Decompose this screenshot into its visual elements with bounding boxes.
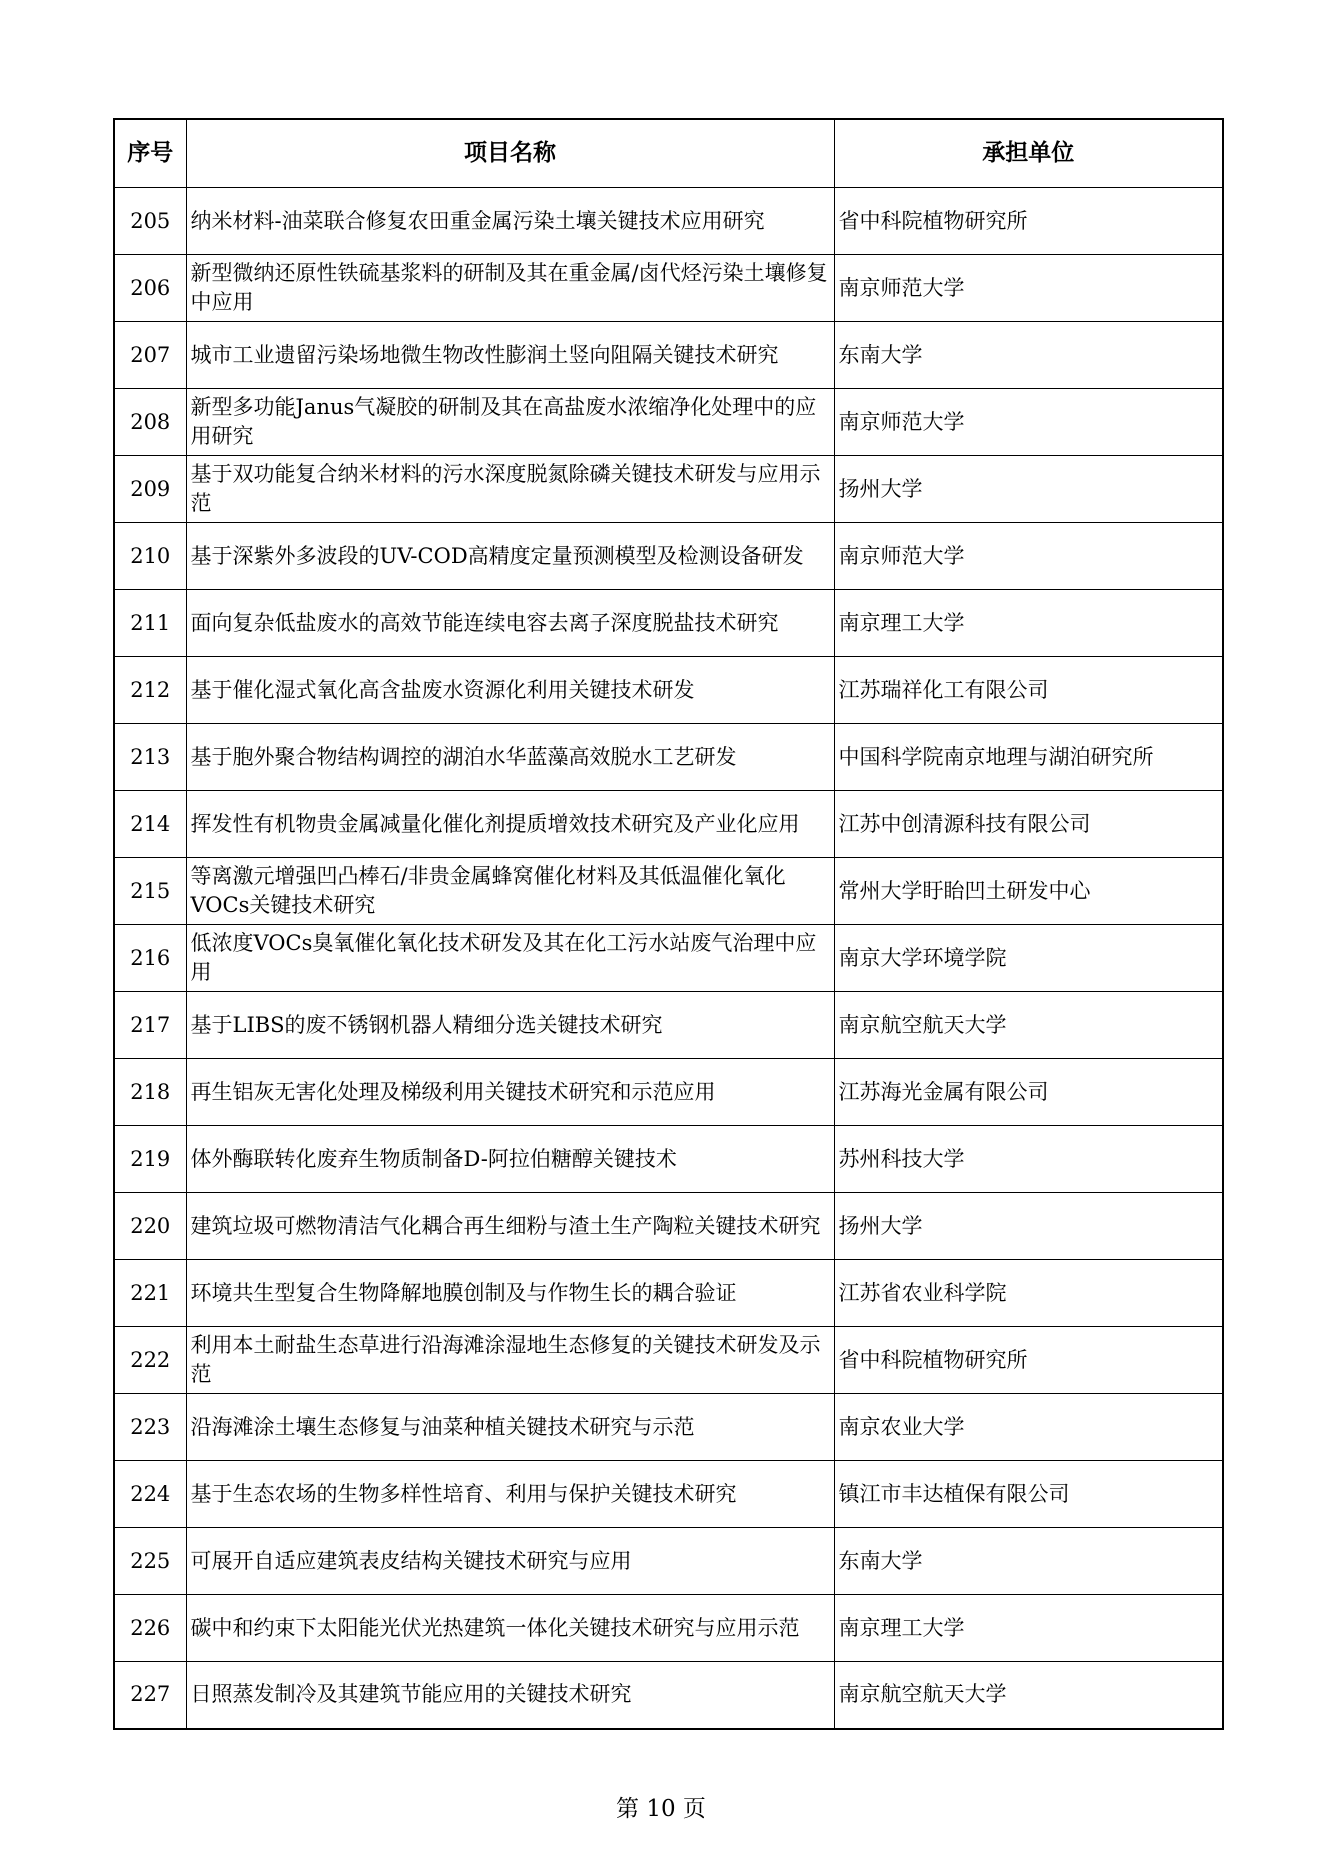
row-project-name: 基于胞外聚合物结构调控的湖泊水华蓝藻高效脱水工艺研发: [186, 724, 834, 791]
row-unit: 南京大学环境学院: [834, 925, 1223, 992]
row-project-name: 基于催化湿式氧化高含盐废水资源化利用关键技术研发: [186, 657, 834, 724]
table-row: [114, 1662, 1223, 1729]
row-index: 210: [114, 523, 186, 590]
table-row: [114, 523, 1223, 590]
row-project-name: 碳中和约束下太阳能光伏光热建筑一体化关键技术研究与应用示范: [186, 1595, 834, 1662]
row-project-name: 基于深紫外多波段的UV-COD高精度定量预测模型及检测设备研发: [186, 523, 834, 590]
row-unit: 东南大学: [834, 1528, 1223, 1595]
table-row: [114, 255, 1223, 322]
table-row: [114, 791, 1223, 858]
row-unit: 南京师范大学: [834, 523, 1223, 590]
row-project-name: 纳米材料-油菜联合修复农田重金属污染土壤关键技术应用研究: [186, 188, 834, 255]
row-project-name: 环境共生型复合生物降解地膜创制及与作物生长的耦合验证: [186, 1260, 834, 1327]
table-row: [114, 1327, 1223, 1394]
row-unit: 东南大学: [834, 322, 1223, 389]
table-row: [114, 858, 1223, 925]
row-project-name: 可展开自适应建筑表皮结构关键技术研究与应用: [186, 1528, 834, 1595]
row-index: 223: [114, 1394, 186, 1461]
row-index: 207: [114, 322, 186, 389]
table-row: [114, 1461, 1223, 1528]
table-row: [114, 992, 1223, 1059]
table-row: [114, 1126, 1223, 1193]
row-project-name: 基于LIBS的废不锈钢机器人精细分选关键技术研究: [186, 992, 834, 1059]
table-row: [114, 590, 1223, 657]
row-unit: 江苏瑞祥化工有限公司: [834, 657, 1223, 724]
row-index: 221: [114, 1260, 186, 1327]
table-header-row: [114, 119, 1223, 188]
table-row: [114, 188, 1223, 255]
row-index: 206: [114, 255, 186, 322]
table-row: [114, 925, 1223, 992]
row-project-name: 面向复杂低盐废水的高效节能连续电容去离子深度脱盐技术研究: [186, 590, 834, 657]
row-unit: 省中科院植物研究所: [834, 188, 1223, 255]
row-index: 216: [114, 925, 186, 992]
table-body: [114, 188, 1223, 1729]
row-project-name: 城市工业遗留污染场地微生物改性膨润土竖向阻隔关键技术研究: [186, 322, 834, 389]
row-project-name: 基于生态农场的生物多样性培育、利用与保护关键技术研究: [186, 1461, 834, 1528]
row-index: 211: [114, 590, 186, 657]
row-project-name: 基于双功能复合纳米材料的污水深度脱氮除磷关键技术研发与应用示范: [186, 456, 834, 523]
row-project-name: 沿海滩涂土壤生态修复与油菜种植关键技术研究与示范: [186, 1394, 834, 1461]
project-table: [113, 118, 1224, 1730]
row-unit: 南京农业大学: [834, 1394, 1223, 1461]
row-unit: 南京航空航天大学: [834, 992, 1223, 1059]
row-index: 220: [114, 1193, 186, 1260]
header-unit: 承担单位: [834, 119, 1223, 188]
row-project-name: 等离激元增强凹凸棒石/非贵金属蜂窝催化材料及其低温催化氧化VOCs关键技术研究: [186, 858, 834, 925]
row-unit: 中国科学院南京地理与湖泊研究所: [834, 724, 1223, 791]
row-unit: 江苏中创清源科技有限公司: [834, 791, 1223, 858]
table-row: [114, 322, 1223, 389]
table-row: [114, 1394, 1223, 1461]
row-unit: 南京航空航天大学: [834, 1662, 1223, 1729]
row-project-name: 新型多功能Janus气凝胶的研制及其在高盐废水浓缩净化处理中的应用研究: [186, 389, 834, 456]
row-unit: 镇江市丰达植保有限公司: [834, 1461, 1223, 1528]
row-index: 225: [114, 1528, 186, 1595]
row-index: 205: [114, 188, 186, 255]
row-index: 213: [114, 724, 186, 791]
table-row: [114, 1193, 1223, 1260]
row-index: 212: [114, 657, 186, 724]
header-index: 序号: [114, 119, 186, 188]
row-unit: 江苏海光金属有限公司: [834, 1059, 1223, 1126]
row-project-name: 利用本土耐盐生态草进行沿海滩涂湿地生态修复的关键技术研发及示范: [186, 1327, 834, 1394]
row-unit: 南京理工大学: [834, 590, 1223, 657]
table-row: [114, 456, 1223, 523]
row-index: 224: [114, 1461, 186, 1528]
row-unit: 江苏省农业科学院: [834, 1260, 1223, 1327]
row-index: 219: [114, 1126, 186, 1193]
row-index: 208: [114, 389, 186, 456]
row-unit: 省中科院植物研究所: [834, 1327, 1223, 1394]
page-number: 第 10 页: [616, 1796, 706, 1822]
table-row: [114, 389, 1223, 456]
row-index: 214: [114, 791, 186, 858]
row-project-name: 新型微纳还原性铁硫基浆料的研制及其在重金属/卤代烃污染土壤修复中应用: [186, 255, 834, 322]
table-row: [114, 657, 1223, 724]
row-index: 227: [114, 1662, 186, 1729]
table-row: [114, 724, 1223, 791]
table-row: [114, 1595, 1223, 1662]
row-unit: 常州大学盱眙凹土研发中心: [834, 858, 1223, 925]
row-index: 215: [114, 858, 186, 925]
row-unit: 南京师范大学: [834, 255, 1223, 322]
row-project-name: 低浓度VOCs臭氧催化氧化技术研发及其在化工污水站废气治理中应用: [186, 925, 834, 992]
row-project-name: 再生铝灰无害化处理及梯级利用关键技术研究和示范应用: [186, 1059, 834, 1126]
row-unit: 苏州科技大学: [834, 1126, 1223, 1193]
row-index: 218: [114, 1059, 186, 1126]
row-index: 222: [114, 1327, 186, 1394]
row-project-name: 日照蒸发制冷及其建筑节能应用的关键技术研究: [186, 1662, 834, 1729]
row-index: 217: [114, 992, 186, 1059]
table-row: [114, 1260, 1223, 1327]
header-project-name: 项目名称: [186, 119, 834, 188]
row-project-name: 体外酶联转化废弃生物质制备D-阿拉伯糖醇关键技术: [186, 1126, 834, 1193]
row-unit: 扬州大学: [834, 1193, 1223, 1260]
table-row: [114, 1528, 1223, 1595]
row-unit: 南京理工大学: [834, 1595, 1223, 1662]
row-index: 226: [114, 1595, 186, 1662]
row-index: 209: [114, 456, 186, 523]
table-row: [114, 1059, 1223, 1126]
row-unit: 扬州大学: [834, 456, 1223, 523]
row-unit: 南京师范大学: [834, 389, 1223, 456]
row-project-name: 建筑垃圾可燃物清洁气化耦合再生细粉与渣土生产陶粒关键技术研究: [186, 1193, 834, 1260]
row-project-name: 挥发性有机物贵金属减量化催化剂提质增效技术研究及产业化应用: [186, 791, 834, 858]
